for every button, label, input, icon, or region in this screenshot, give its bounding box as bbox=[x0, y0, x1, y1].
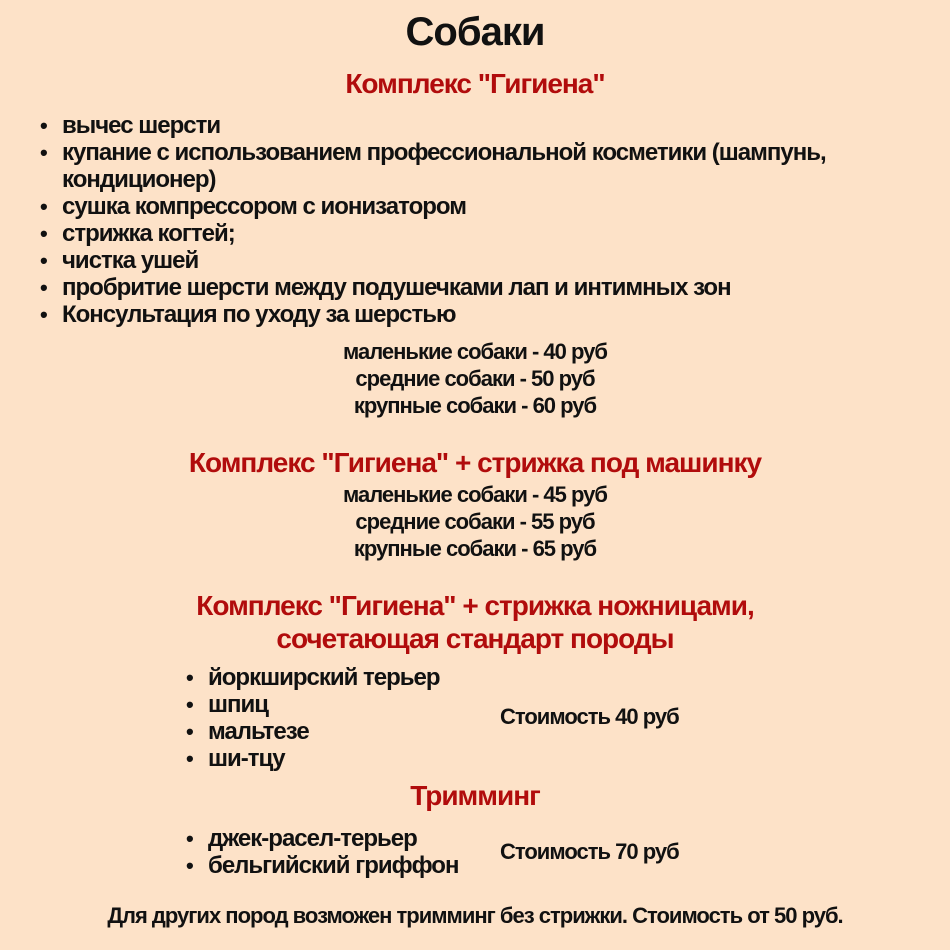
section-heading-scissors-line2: сочетающая стандарт породы bbox=[276, 623, 674, 654]
footer-note: Для других пород возможен тримминг без стрижки. Стоимость от 50 руб. bbox=[107, 903, 843, 928]
section-heading-trimming: Тримминг bbox=[410, 780, 540, 811]
price-medium: средние собаки - 50 руб bbox=[355, 366, 595, 391]
scissors-cost: Стоимость 40 руб bbox=[500, 704, 679, 729]
list-item: • стрижка когтей; bbox=[38, 220, 918, 247]
list-item: • сушка компрессором с ионизатором bbox=[38, 193, 918, 220]
price-large: крупные собаки - 60 руб bbox=[353, 393, 597, 418]
list-item: • йоркширский терьер bbox=[184, 664, 484, 691]
scissors-breeds-list bbox=[184, 664, 484, 772]
hygiene-services-list bbox=[38, 112, 918, 328]
list-item: • бельгийский гриффон bbox=[184, 852, 504, 879]
hygiene-prices bbox=[0, 338, 950, 419]
list-item: • вычес шерсти bbox=[38, 112, 918, 139]
price-small: маленькие собаки - 40 руб bbox=[343, 339, 607, 364]
page-title: Собаки bbox=[405, 10, 545, 54]
price-small: маленькие собаки - 45 руб bbox=[343, 482, 607, 507]
price-medium: средние собаки - 55 руб bbox=[355, 509, 595, 534]
price-large: крупные собаки - 65 руб bbox=[353, 536, 597, 561]
trimming-breeds-list bbox=[184, 825, 504, 879]
list-item: • Консультация по уходу за шерстью bbox=[38, 301, 918, 328]
list-item: • шпиц bbox=[184, 691, 484, 718]
list-item: • ши-тцу bbox=[184, 745, 484, 772]
list-item: • джек-расел-терьер bbox=[184, 825, 504, 852]
list-item: • пробритие шерсти между подушечками лап и интимных зон bbox=[38, 274, 918, 301]
clipper-prices bbox=[0, 481, 950, 562]
section-heading-hygiene: Комплекс "Гигиена" bbox=[345, 68, 605, 99]
section-heading-hygiene-clipper: Комплекс "Гигиена" + стрижка под машинку bbox=[188, 447, 762, 478]
trimming-cost: Стоимость 70 руб bbox=[500, 839, 679, 864]
section-heading-scissors-line1: Комплекс "Гигиена" + стрижка ножницами, bbox=[196, 590, 754, 621]
list-item: • купание с использованием профессиональной косметики (шампунь, bbox=[38, 139, 918, 166]
list-item: • чистка ушей bbox=[38, 247, 918, 274]
list-item-continuation: кондиционер) bbox=[62, 166, 216, 193]
list-item: • мальтезе bbox=[184, 718, 484, 745]
